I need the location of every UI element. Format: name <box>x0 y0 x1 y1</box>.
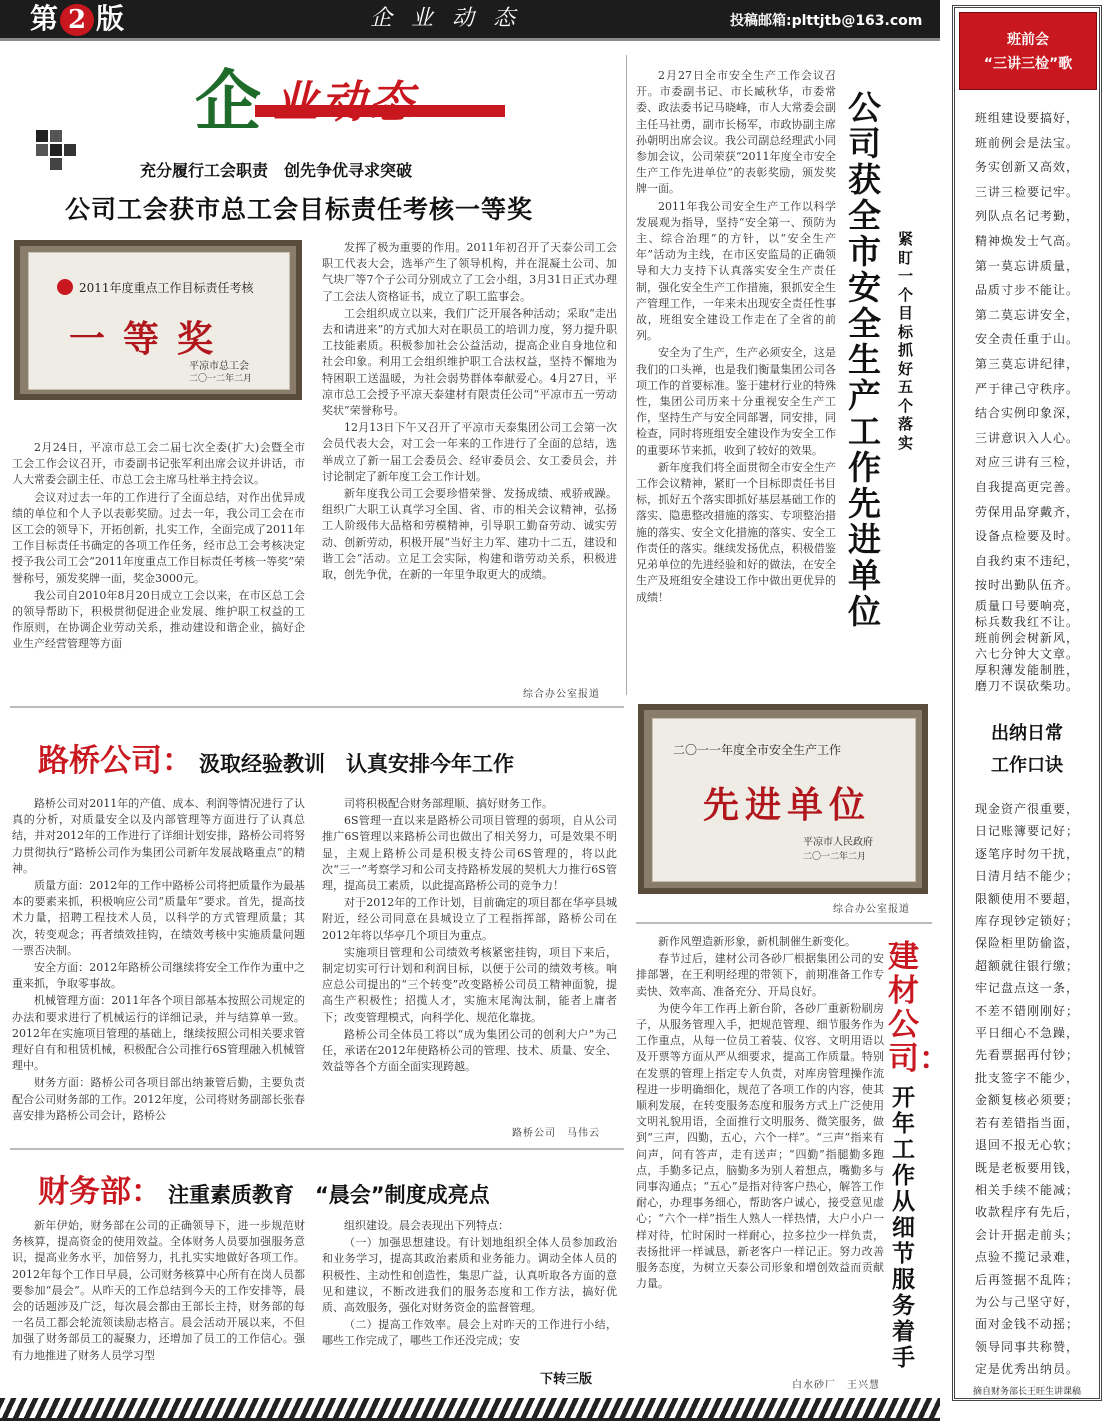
paragraph: 财务方面：路桥公司各项目部出纳兼管后勤，主要负责配合公司财务部的工作。2012年度，公司将财务副部长张春喜安排为路桥公司会计，路桥公 <box>12 1076 305 1122</box>
paragraph: 司将积极配合财务部理顺、搞好财务工作。 <box>344 797 553 810</box>
paragraph: （一）加强思想建设。有计划地组织全体人员参加政治和业务学习，提高其政治素质和业务能力。调动全体人员的积极性、主动性和创造性，集思广益，认真听取各方面的意见和建议，不断改进我们的服务态度和工作方法，搞好优质、高效服务，强化对财务资金的监督管理。 <box>322 1236 617 1315</box>
header-email: 投稿邮箱:plttjtb@163.com <box>730 13 923 29</box>
verse-line: 三讲三检要记牢。 <box>974 184 1079 199</box>
song-title-2: “三讲三检”歌 <box>983 56 1073 72</box>
article5-reporter: 白水砂厂 王兴慧 <box>792 1380 880 1391</box>
section-name: 企 业 动 态 <box>370 6 521 31</box>
paragraph: 12月13日下午又召开了平凉市天泰集团公司工会第一次会员代表大会，对工会一年来的工作进行了全面的总结，选举成立了新一届工会委员会、经审委员会、女工委员会，并讨论制定了新年度工会工作计划。 <box>322 421 617 483</box>
verse-line: 会计开据走前头； <box>974 1227 1079 1242</box>
plaque-date: 二〇一二年二月 <box>189 374 253 384</box>
plaque-main-text: 先进单位 <box>703 784 872 826</box>
verse-line: 现金资产很重要， <box>974 802 1079 816</box>
verse-line: 三讲意识入人心。 <box>974 430 1079 445</box>
verse-line: 安全责任重于山。 <box>974 332 1079 347</box>
article4-title: 注重素质教育 “晨会”制度成亮点 <box>168 1183 490 1207</box>
article1-reporter: 综合办公室报道 <box>523 689 600 700</box>
verse-line: 六七分钟大文章。 <box>974 647 1079 661</box>
plaque-union-award <box>14 240 302 400</box>
verse-line: 保险柜里防偷盗， <box>974 936 1079 951</box>
verse-line: 超额就往银行缴； <box>974 958 1079 973</box>
song-title-1: 班前会 <box>1007 32 1049 48</box>
paragraph: 工会组织成立以来，我们广泛开展各种活动；采取“走出去和请进来”的方式加大对在职员工的培训力度，努力提升职工技能素质。积极参加社会公益活动，提高企业自身地位和社会印象。利用工会组织维护职工合法权益，坚持不懈地为特困职工送温暖，为社会弱势群体奉献爱心。4月27日，平凉市总工会授予平凉天泰建材有限责任公司“平凉市五一劳动奖状”荣誉称号。 <box>322 306 617 418</box>
section-divider <box>636 922 932 924</box>
verse-line: 日清月结不能少； <box>974 869 1079 884</box>
verse-line: 班组建设要搞好， <box>974 111 1079 125</box>
verse-line: 自我提高更完善。 <box>974 479 1079 494</box>
article1-title: 公司工会获市总工会目标责任考核一等奖 <box>65 195 534 224</box>
paragraph: 质量方面：2012年的工作中路桥公司将把质量作为最基本的要素来抓，积极响应公司“质量年”要求。首先，提高技术力量，招聘工程技术人员，以科学的方式管理质量；其次，转变观念；再者绩效挂钩，在绩效考核中实施质量问题一票否决制。 <box>12 879 305 957</box>
verse-line: 严于律己守秩序。 <box>974 381 1079 396</box>
article3-col2 <box>322 796 617 1116</box>
logo-pixel-blocks <box>36 130 84 170</box>
cashier-lines <box>955 798 1099 1388</box>
article4-col2 <box>322 1218 617 1368</box>
verse-line: 后再签据不乱阵； <box>974 1272 1079 1287</box>
verse-line: 厚积薄发能制胜， <box>974 663 1079 677</box>
article1-col2 <box>322 240 617 670</box>
verse-line: 为公与己坚守好， <box>974 1294 1079 1309</box>
verse-line: 面对金钱不动摇； <box>974 1317 1079 1332</box>
verse-line: 精神焕发士气高。 <box>974 233 1079 248</box>
verse-line: 第三莫忘讲纪律， <box>974 356 1079 371</box>
sidebar-song-header <box>959 12 1097 90</box>
paragraph: 新年度我公司工会要珍惜荣誉、发扬成绩、戒骄戒躁。组织广大职工认真学习全国、省、市的相关会议精神，弘扬工人阶级伟大品格和劳模精神，引导职工勤奋劳动、诚实劳动、创新劳动，积极开展“当好主力军、建功十二五，建设和谐工会”活动。立足工会实际，构建和谐劳动关系，积极进取，创先争优，在新的一年里争取更大的成绩。 <box>322 487 617 582</box>
paragraph: 新年度我们将全面贯彻全市安全生产工作会议精神，紧盯一个目标即责任书目标，抓好五个落实即抓好基层基础工作的落实、隐患整改措施的落实、专项整治措施的落实、安全文化措施的落实、安全工作责任的落实。继续发扬优点，积极借鉴兄弟单位的先进经验和好的做法，在安全生产及班组安全建设工作中做出更优异的成绩！ <box>636 460 836 604</box>
verse-line: 既是老板要用钱， <box>974 1160 1079 1175</box>
paragraph: 新年伊始，财务部在公司的正确领导下，进一步规范财务核算，提高资金的使用效益。全体财务人员要加强服务意识，提高业务水平，加倍努力，扎扎实实地做好各项工作。2012年每个工作日早晨，公司财务核算中心所有在岗人员都要参加“晨会”。从昨天的工作总结到今天的工作安排等，晨会的话题涉及广泛，每次晨会都由王部长主持，财务部的每一名员工都会轮流领读励志格言。晨会活动开展以来，不但加强了财务部员工的凝聚力，还增加了员工的工作信心。强有力地推进了财务人员学习型 <box>12 1219 305 1362</box>
verse-line: 领导同事共称赞， <box>974 1339 1079 1354</box>
verse-line: 对应三讲有三检， <box>974 455 1079 470</box>
column-divider <box>626 55 627 695</box>
paragraph: 为使今年工作再上新台阶，各砂厂重新粉刷房子，从服务管理入手，把规范管理、细节服务作为工作重点，从每一位员工着装、仪容、文明用语以及开票等方面从严从细要求，提高工作质量。特别在发票的管理上指定专人负责，对库房管理操作流程进一步明确细化，规范了各项工作的内容，使其顺利发展，在转变服务态度和服务方式上广泛使用文明礼貌用语，全面推行文明服务、微笑服务，做到“三声，四勤，五心，六个一样”。“三声”指来有问声，问有答声，走有送声；“四勤”指腿勤多跑点，手勤多记点，脑勤多为别人着想点，嘴勤多与同事沟通点；“五心”是指对待客户热心，解答工作耐心，办理事务细心，帮助客户诚心，接受意见虚心；“六个一样”指生人熟人一样热情，大户小户一样对待，忙时闲时一样耐心，拉多拉少一样负责，表扬批评一样诚恳，新老客户一样记正。努力改善服务态度，为树立天泰公司形象和增创效益而贡献力量。 <box>636 1001 884 1291</box>
verse-line: 劳保用品穿戴齐， <box>974 504 1079 519</box>
paragraph: 春节过后，建材公司各砂厂根据集团公司的安排部署，在王利明经理的带领下，前期准备工作专卖快、效率高、准备充分、开局良好。 <box>636 952 884 998</box>
article3-title: 汲取经验教训 认真安排今年工作 <box>199 752 514 776</box>
article2-subtitle: 紧盯一个目标 抓好五个落实 <box>898 230 929 452</box>
verse-line: 自我约束不违纪， <box>974 553 1079 568</box>
paragraph: 安全为了生产，生产必须安全，这是我们的口头禅，也是我们衡量集团公司各项工作的首要标准。鉴于建材行业的特殊性，集团公司历来十分重视安全生产工作，坚持生产与安全同部署，同安排，同检查，同时将班组安全建设作为安全工作的重要环节来抓，收到了较好的效果。 <box>636 346 836 457</box>
article5-org: 建材公司： <box>888 939 950 1077</box>
article1-subtitle: 充分履行工会职责 创先争优寻求突破 <box>140 161 413 180</box>
article3-reporter: 路桥公司 马伟云 <box>512 1128 600 1139</box>
verse-line: 班前例会树新风， <box>974 631 1079 645</box>
paragraph: 安全方面：2012年路桥公司继续将安全工作作为重中之重来抓，争取零事故。 <box>12 961 305 991</box>
paragraph: 发挥了极为重要的作用。2011年初召开了天泰公司工会职工代表大会，选举产生了领导机构，并在混凝土公司、加气块厂等7个子公司分别成立了工会小组，3月31日正式办理了工会法人资格证书，成立了职工监事会。 <box>322 241 617 303</box>
verse-line: 第二莫忘讲安全， <box>974 307 1079 322</box>
article4-heading <box>38 1166 618 1210</box>
article3-org: 路桥公司： <box>38 743 193 779</box>
article3-col1 <box>12 796 305 1126</box>
paragraph: 2月27日全市安全生产工作会议召开。市委副书记、市长臧秋华，市委常委、政法委书记马晓峰，市人大常委会副主任马社勇，副市长杨军，市政协副主席孙朝明出席会议。我公司副总经理武小同参加会议，公司荣获“2011年度全市安全生产工作先进单位”的表彰奖励，颁发奖牌一面。 <box>636 69 836 196</box>
verse-line: 设备点检要及时。 <box>974 529 1079 544</box>
verse-line: 限额使用不要超， <box>974 891 1079 906</box>
sidebar-credit: 摘自财务部长王旺生讲课稿 <box>972 1387 1081 1397</box>
article2-body <box>636 68 836 696</box>
paragraph: （二）提高工作效率。晨会上对昨天的工作进行小结，哪些工作完成了，哪些工作还没完成；安 <box>322 1318 617 1348</box>
paragraph: 路桥公司对2011年的产值、成本、利润等情况进行了认真的分析，对质量安全以及内部管理等方面进行了认真总结，并对2012年的工作进行了详细计划安排，路桥公司将努力贯彻执行“路桥公司作为集团公司新年发展战略重点”的精神。 <box>12 797 305 875</box>
verse-line: 第一莫忘讲质量， <box>974 258 1079 273</box>
verse-line: 金额复核必须要； <box>974 1093 1079 1108</box>
verse-line: 库存现钞定锁好； <box>974 914 1079 929</box>
verse-line: 不差不错刚刚好； <box>974 1003 1079 1018</box>
plaque-org: 平凉市总工会 <box>189 361 249 372</box>
paragraph: 6S管理一直以来是路桥公司项目管理的弱项，自从公司推广6S管理以来路桥公司也做出了相关努力，可是效果不明显，主观上路桥公司是积极支持公司6S管理的，将以此次“三一”考察学习和公司支持路桥发展的契机大力推行6S管理，提高员工素质，以此提高路桥公司的竞争力！ <box>322 814 617 893</box>
verse-line: 按时出勤队伍齐。 <box>974 578 1079 593</box>
verse-line: 平日细心不急躁， <box>974 1026 1079 1041</box>
logo-big-char: 企 <box>195 62 261 140</box>
section-divider <box>10 706 624 708</box>
article4-col1 <box>12 1218 305 1388</box>
verse-line: 定是优秀出纳员。 <box>974 1362 1079 1377</box>
verse-line: 列队点名记考勤， <box>974 209 1079 224</box>
verse-line: 若有差错指当面， <box>974 1115 1079 1130</box>
plaque-main-text: 一等奖 <box>69 318 232 360</box>
header-bar <box>0 0 940 41</box>
page-number: 第 2 版 <box>30 2 125 35</box>
verse-line: 相关手续不能减； <box>974 1182 1079 1197</box>
article4-org: 财务部： <box>38 1174 162 1210</box>
verse-line: 逐笔序时勿干扰， <box>974 846 1079 861</box>
plaque-top-text: 二〇一一年度全市安全生产工作 <box>673 743 842 757</box>
sidebar-extra-lines <box>955 598 1099 698</box>
paragraph: 会议对过去一年的工作进行了全面总结，对作出优异成绩的单位和个人予以表彰奖励。过去一年，我公司工会在市区工会的领导下，开拓创新，扎实工作，全面完成了2011年工作目标责任书确定的各项工作任务，经市总工会考核决定授予我公司工会“2011年度重点工作目标责任考核一等奖”荣誉称号，颁发奖牌一面，奖金3000元。 <box>12 490 305 585</box>
section-divider <box>10 1148 624 1150</box>
paragraph: 新作风塑造新形象，新机制催生新变化。 <box>658 935 856 948</box>
sidebar <box>952 5 1102 1401</box>
logo-rest: 业动态 <box>273 77 417 128</box>
paragraph: 组织建设。晨会表现出下列特点： <box>344 1219 509 1232</box>
plaque-emblem-icon <box>57 279 73 295</box>
verse-line: 收款程序有先后， <box>974 1205 1079 1220</box>
verse-line: 质量口号要响亮， <box>974 599 1079 613</box>
verse-line: 牢记盘点这一条， <box>974 981 1079 996</box>
page-num-badge: 2 <box>60 4 94 36</box>
section-logo <box>195 62 505 145</box>
article2-reporter: 综合办公室报道 <box>833 904 910 915</box>
verse-line: 点验不揽记录难， <box>974 1250 1079 1265</box>
article3-heading <box>38 735 598 779</box>
plaque-safety-award <box>638 704 928 894</box>
verse-line: 磨刀不误砍柴功。 <box>974 679 1079 693</box>
verse-line: 结合实例印象深， <box>974 406 1079 421</box>
verse-line: 先看票据再付钞； <box>974 1048 1079 1063</box>
verse-line: 批支签字不能少， <box>974 1070 1079 1085</box>
paragraph: 2月24日，平凉市总工会二届七次全委(扩大)会暨全市工会工作会议召开，市委副书记张军利出席会议并讲话，市人大常委会副主任、市总工会主席马杜举主持会议。 <box>12 441 305 487</box>
paragraph: 实施项目管理和公司绩效考核紧密挂钩，项目下来后，制定切实可行计划和利润目标，以便于公司的绩效考核。响应总公司提出的“三个转变”改变路桥公司员工精神面貌，提高生产积极性；招揽人才，实施末尾淘汰制，能者上庸者下；改变管理模式，向科学化、规范化靠拢。 <box>322 945 617 1024</box>
verse-line: 班前例会是法宝。 <box>974 135 1079 150</box>
paragraph: 机械管理方面：2011年各个项目部基本按照公司规定的办法和要求进行了机械运行的详细记录，并与结算单一致。2012年在实施项目管理的基础上，继续按照公司相关要求管理好自有和租赁机械，积极配合公司推行6S管理融入机械管理中。 <box>12 994 305 1073</box>
article5-title: 开年工作从细节服务着手 <box>892 1085 915 1371</box>
plaque-org: 平凉市人民政府 <box>803 837 873 848</box>
paragraph: 我公司自2010年8月20日成立工会以来，在市区总工会的领导帮助下，积极贯彻促进企业发展、维护职工权益的工作原则，在协调企业劳动关系，推动建设和谐企业，搞好企业生产经营管理等方面 <box>12 588 305 651</box>
plaque-top-text: 2011年度重点工作目标责任考核 <box>79 281 254 295</box>
paragraph: 路桥公司全体员工将以“成为集团公司的创利大户”为己任，承诺在2012年使路桥公司的管理、技术、质量、安全、效益等各个方面全面实现跨越。 <box>322 1027 617 1074</box>
article2-title: 公司获全市安全生产工作先进单位 <box>848 88 881 631</box>
verse-line: 退回不报无心软； <box>974 1138 1079 1153</box>
article5-body <box>636 934 884 1374</box>
footer-stripes <box>0 1398 940 1418</box>
article1-col1 <box>12 440 305 690</box>
paragraph: 2011年我公司安全生产工作以科学发展观为指导，坚持“安全第一、预防为主、综合治理”的方针，以“安全生产年”活动为主线，在市区安监局的正确领导和大力支持下认真落实安全生产责任制，强化安全生产工作措施，狠抓安全生产管理工作，一年来未出现安全责任性事故，班组安全建设工作走在了全省的前列。 <box>636 199 836 343</box>
footer-line <box>0 1418 940 1421</box>
verse-line: 品质寸步不能让。 <box>974 283 1079 298</box>
article4-continued: 下转三版 <box>540 1372 593 1387</box>
verse-line: 标兵数我红不让。 <box>974 615 1079 629</box>
song-lines <box>955 106 1099 606</box>
verse-line: 日记账簿要记好； <box>974 824 1079 839</box>
plaque-date: 二〇一二年二月 <box>803 852 867 862</box>
verse-line: 务实创新又高效， <box>974 160 1079 175</box>
paragraph: 对于2012年的工作计划，目前确定的项目都在华亭县城附近，经公司同意在县城设立了工程指挥部，路桥公司在2012年将以华亭几个项目为重点。 <box>322 896 617 942</box>
cashier-title: 出纳日常 工作口诀 <box>991 723 1063 776</box>
